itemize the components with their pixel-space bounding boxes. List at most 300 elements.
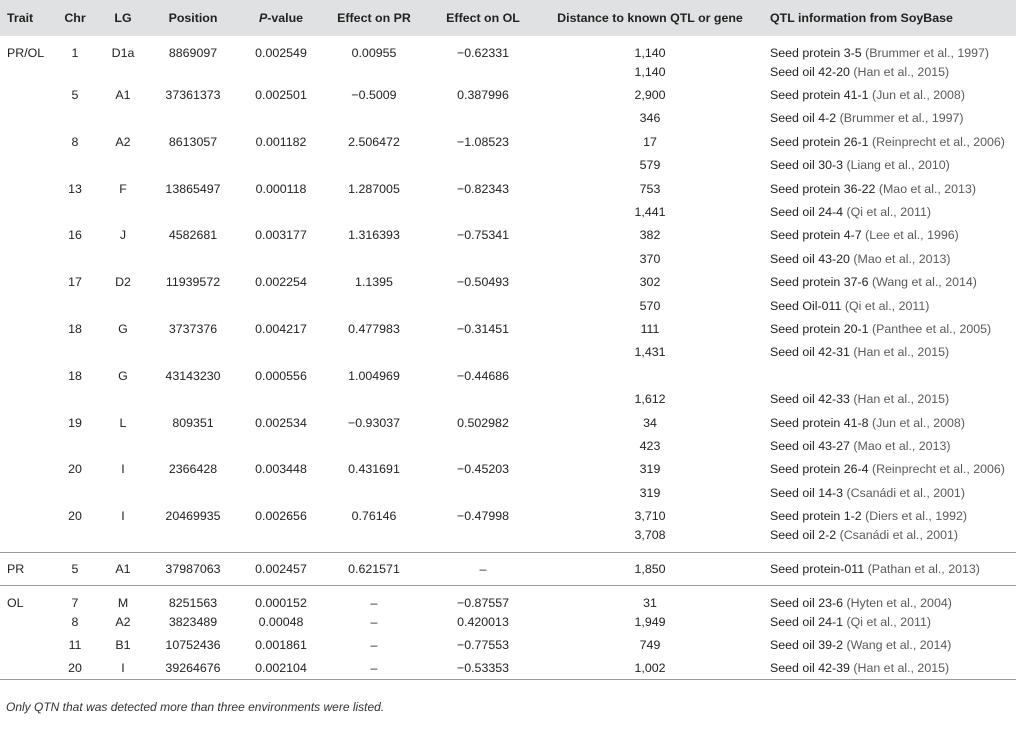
cell-distance: 370 [639, 251, 661, 266]
cell-distance: 1,441 [634, 205, 666, 220]
cell-pvalue: 0.000152 [238, 585, 324, 610]
cell-position: 8869097 [168, 46, 218, 60]
table-row [0, 341, 1016, 364]
qtl-citation-link[interactable]: (Hyten et al., 2004) [846, 595, 952, 610]
cell-trait [0, 271, 52, 294]
qtl-name: Seed Oil-011 [770, 298, 842, 313]
cell-qtl-info [758, 36, 1016, 60]
cell-chr [52, 107, 98, 130]
cell-distance: 1,612 [634, 392, 666, 407]
cell-effect-pr [324, 387, 424, 410]
cell-pvalue: 0.000118 [255, 181, 307, 196]
cell-chr [52, 528, 98, 553]
cell-qtl-info [758, 317, 1016, 340]
cell-distance: 423 [639, 438, 661, 453]
cell-qtl-info [758, 107, 1016, 130]
cell-qtl-info [758, 411, 1016, 434]
table-row [0, 552, 1016, 585]
cell-chr: 20 [68, 509, 82, 524]
cell-pvalue: 0.00048 [258, 614, 304, 629]
cell-distance: 1,850 [542, 552, 758, 585]
cell-lg [98, 154, 148, 177]
cell-chr [52, 434, 98, 457]
header-pvalue [238, 0, 324, 36]
cell-position: 20469935 [165, 509, 221, 524]
table-row [0, 200, 1016, 223]
qtl-name: Seed oil 24-4 [770, 205, 844, 220]
qtl-name: Seed protein 41-1 [770, 88, 869, 103]
cell-lg: G [118, 368, 128, 383]
cell-qtl-info [758, 657, 1016, 680]
qtl-citation-link[interactable]: (Reinprecht et al., 2006) [871, 462, 1005, 477]
cell-distance: 319 [639, 485, 661, 500]
qtl-citation-link[interactable]: (Reinprecht et al., 2006) [871, 134, 1005, 149]
qtl-name: Seed protein 41-8 [770, 415, 869, 430]
cell-chr: 11 [68, 637, 82, 652]
cell-lg: A2 [115, 134, 131, 149]
cell-effect-ol: −0.77553 [456, 637, 510, 652]
table-row [0, 585, 1016, 610]
header-effect-pr: Effect on PR [337, 11, 411, 25]
qtl-citation-link[interactable]: (Csanádi et al., 2001) [846, 485, 965, 500]
cell-distance: 111 [640, 321, 660, 336]
qtl-citation-link[interactable]: (Qi et al., 2011) [844, 298, 930, 313]
cell-qtl-info [758, 341, 1016, 364]
qtl-name: Seed oil 2-2 [770, 527, 837, 542]
cell-chr [52, 200, 98, 223]
cell-effect-ol [424, 200, 542, 223]
qtl-citation-link[interactable]: (Qi et al., 2011) [846, 205, 931, 220]
cell-trait [0, 130, 52, 153]
cell-chr: 18 [68, 321, 82, 336]
header-position: Position [168, 11, 218, 25]
cell-pvalue: 0.002534 [255, 415, 307, 430]
cell-chr [52, 294, 98, 317]
cell-chr [52, 60, 98, 83]
table-row [0, 481, 1016, 504]
table-row [0, 36, 1016, 60]
cell-chr: 13 [68, 181, 82, 196]
cell-effect-ol [424, 528, 542, 553]
cell-effect-ol: – [424, 552, 542, 585]
cell-trait: PR/OL [7, 46, 45, 60]
qtl-citation-link[interactable]: (Liang et al., 2010) [846, 158, 950, 173]
qtl-name: Seed protein 1-2 [770, 509, 862, 524]
qtl-name: Seed oil 39-2 [770, 637, 844, 652]
cell-position [148, 481, 238, 504]
qtl-citation-link[interactable]: (Diers et al., 1992) [865, 509, 967, 524]
cell-effect-ol: −1.08523 [456, 134, 510, 149]
table-row [0, 107, 1016, 130]
cell-pvalue: 0.001182 [255, 134, 307, 149]
qtl-name: Seed protein 37-6 [770, 275, 869, 290]
cell-pvalue [238, 528, 324, 553]
header-chr: Chr [64, 11, 86, 25]
table-row [0, 83, 1016, 106]
header-pvalue-rest: -value [267, 11, 304, 25]
qtl-name: Seed oil 4-2 [770, 111, 837, 126]
qtl-citation-link[interactable]: (Jun et al., 2008) [871, 88, 965, 103]
cell-effect-pr: 0.00955 [351, 46, 397, 60]
header-trait: Trait [7, 11, 34, 25]
cell-chr: 5 [71, 88, 79, 103]
table-row [0, 458, 1016, 481]
cell-effect-pr [324, 154, 424, 177]
cell-trait [0, 610, 52, 633]
cell-trait [0, 657, 52, 680]
cell-trait: PR [0, 552, 52, 585]
table-header [0, 0, 1016, 36]
cell-effect-ol [424, 60, 542, 83]
cell-trait [0, 60, 52, 83]
cell-effect-ol: −0.82343 [456, 181, 510, 196]
qtl-citation-link[interactable]: (Han et al., 2015) [853, 64, 950, 79]
cell-effect-pr [324, 341, 424, 364]
cell-lg: I [121, 462, 125, 477]
cell-effect-pr: – [324, 657, 424, 680]
cell-distance: 34 [643, 415, 657, 430]
table-row [0, 633, 1016, 656]
table-row [0, 224, 1016, 247]
cell-effect-pr: 1.287005 [348, 181, 400, 196]
cell-distance: 570 [639, 298, 661, 313]
cell-effect-pr: −0.5009 [351, 88, 397, 103]
qtl-name: Seed oil 23-6 [770, 595, 844, 610]
cell-effect-ol: 0.502982 [457, 415, 509, 430]
qtl-name: Seed protein 26-1 [770, 134, 869, 149]
cell-position [148, 528, 238, 553]
cell-trait [0, 504, 52, 527]
qtl-name: Seed oil 43-27 [770, 438, 850, 453]
qtl-citation-link[interactable]: (Brummer et al., 1997) [865, 46, 990, 60]
cell-qtl-info [758, 387, 1016, 410]
qtl-name: Seed protein 4-7 [770, 228, 862, 243]
cell-lg [98, 387, 148, 410]
cell-distance: 31 [542, 585, 758, 610]
cell-distance: 382 [639, 228, 661, 243]
cell-position: 13865497 [165, 181, 221, 196]
cell-position: 3737376 [168, 321, 218, 336]
qtl-citation-link[interactable]: (Lee et al., 1996) [865, 228, 959, 243]
cell-pvalue: 0.000556 [255, 368, 307, 383]
cell-distance: 2,900 [634, 88, 666, 103]
cell-distance: 319 [639, 462, 661, 477]
cell-effect-pr [324, 481, 424, 504]
cell-position [148, 387, 238, 410]
cell-lg: G [118, 321, 128, 336]
cell-qtl-info [758, 130, 1016, 153]
cell-pvalue: 0.002254 [255, 275, 307, 290]
cell-qtl-info [758, 154, 1016, 177]
qtl-name: Seed oil 30-3 [770, 158, 844, 173]
cell-effect-pr [324, 294, 424, 317]
cell-pvalue [238, 154, 324, 177]
cell-pvalue: 0.004217 [255, 321, 307, 336]
cell-pvalue: 0.002457 [238, 552, 324, 585]
cell-qtl-info [758, 294, 1016, 317]
cell-lg: L [119, 415, 127, 430]
cell-position: 4582681 [168, 228, 218, 243]
cell-effect-ol: 0.420013 [457, 614, 509, 629]
cell-distance: 1,431 [634, 345, 666, 360]
cell-effect-pr: – [370, 614, 378, 629]
cell-pvalue: 0.003448 [255, 462, 307, 477]
cell-trait [0, 247, 52, 270]
cell-position: 37361373 [165, 88, 221, 103]
cell-lg: A2 [115, 614, 131, 629]
cell-effect-pr: – [324, 585, 424, 610]
cell-effect-pr: 2.506472 [348, 134, 400, 149]
cell-position [148, 200, 238, 223]
cell-position [148, 247, 238, 270]
cell-qtl-info [758, 528, 1016, 553]
cell-distance: 749 [639, 637, 661, 652]
cell-lg: F [119, 181, 127, 196]
header-qtl-info: QTL information from SoyBase [770, 11, 953, 25]
cell-qtl-info [758, 60, 1016, 83]
cell-position: 39264676 [148, 657, 238, 680]
qtl-citation-link[interactable]: (Wang et al., 2014) [846, 637, 952, 652]
cell-chr: 8 [71, 614, 79, 629]
cell-lg: B1 [115, 637, 131, 652]
cell-distance: 1,002 [542, 657, 758, 680]
cell-position: 43143230 [165, 368, 221, 383]
cell-effect-pr: 1.004969 [348, 368, 400, 383]
cell-qtl-info [758, 83, 1016, 106]
qtl-citation-link[interactable]: (Han et al., 2015) [853, 345, 950, 360]
cell-lg [98, 60, 148, 83]
cell-chr: 8 [71, 134, 79, 149]
cell-pvalue [238, 60, 324, 83]
qtl-citation-link[interactable]: (Panthee et al., 2005) [871, 321, 992, 336]
cell-trait [0, 341, 52, 364]
cell-lg: A1 [98, 552, 148, 585]
cell-position [148, 154, 238, 177]
cell-effect-ol [424, 294, 542, 317]
qtl-citation-link[interactable]: (Mao et al., 2013) [853, 438, 951, 453]
cell-trait [0, 481, 52, 504]
cell-chr: 19 [68, 415, 82, 430]
cell-distance: 753 [639, 181, 661, 196]
qtl-name: Seed oil 42-31 [770, 345, 850, 360]
cell-pvalue: 0.002656 [255, 509, 307, 524]
cell-chr [52, 341, 98, 364]
cell-distance: 1,949 [634, 614, 666, 629]
cell-trait [0, 434, 52, 457]
cell-trait [0, 364, 52, 387]
cell-position: 8613057 [168, 134, 218, 149]
qtl-citation-link[interactable]: (Han et al., 2015) [853, 661, 950, 676]
cell-effect-ol [424, 341, 542, 364]
cell-distance: 1,140 [634, 64, 666, 79]
qtl-name: Seed protein 3-5 [770, 46, 862, 60]
cell-chr: 7 [52, 585, 98, 610]
cell-pvalue: 0.002549 [255, 46, 307, 60]
cell-pvalue [238, 341, 324, 364]
cell-distance: 17 [643, 134, 657, 149]
cell-effect-ol [424, 434, 542, 457]
cell-effect-pr: 0.621571 [324, 552, 424, 585]
table-row [0, 434, 1016, 457]
qtl-name: Seed oil 43-20 [770, 251, 850, 266]
header-distance: Distance to known QTL or gene [557, 11, 743, 25]
cell-trait [0, 294, 52, 317]
qtl-name: Seed oil 24-1 [770, 614, 844, 629]
qtl-name: Seed oil 42-39 [770, 661, 850, 676]
cell-pvalue: 0.003177 [255, 228, 307, 243]
table-row [0, 528, 1016, 553]
table-row [0, 130, 1016, 153]
cell-qtl-info [758, 552, 1016, 585]
header-lg: LG [114, 11, 132, 25]
cell-effect-pr: – [370, 637, 378, 652]
cell-position: 8251563 [148, 585, 238, 610]
cell-trait [0, 83, 52, 106]
cell-effect-ol [424, 247, 542, 270]
cell-chr [52, 154, 98, 177]
cell-position: 809351 [172, 415, 214, 430]
cell-effect-pr: 1.316393 [348, 228, 400, 243]
cell-effect-ol: 0.387996 [457, 88, 509, 103]
qtl-citation-link[interactable]: (Mao et al., 2013) [878, 181, 976, 196]
cell-pvalue [238, 200, 324, 223]
cell-qtl-info [758, 271, 1016, 294]
table-row [0, 247, 1016, 270]
cell-distance: 579 [639, 158, 661, 173]
cell-trait [0, 528, 52, 553]
cell-lg [98, 294, 148, 317]
cell-effect-ol [424, 107, 542, 130]
qtl-name: Seed protein 20-1 [770, 321, 869, 336]
cell-position: 11939572 [165, 275, 221, 290]
cell-lg [98, 247, 148, 270]
cell-lg: D1a [111, 46, 135, 60]
cell-pvalue [238, 294, 324, 317]
qtl-citation-link[interactable]: (Csanádi et al., 2001) [839, 527, 959, 542]
cell-effect-ol [424, 481, 542, 504]
cell-chr [52, 247, 98, 270]
cell-position: 10752436 [165, 637, 221, 652]
cell-pvalue [238, 481, 324, 504]
qtl-citation-link[interactable]: (Mao et al., 2013) [853, 251, 951, 266]
qtl-citation-link[interactable]: (Wang et al., 2014) [871, 275, 977, 290]
cell-position: 37987063 [148, 552, 238, 585]
cell-lg [98, 200, 148, 223]
cell-pvalue: 0.001861 [255, 637, 307, 652]
cell-lg [98, 434, 148, 457]
cell-effect-pr: 0.431691 [348, 462, 400, 477]
cell-position [148, 434, 238, 457]
header-pvalue-p: P [258, 11, 268, 25]
qtl-citation-link[interactable]: (Jun et al., 2008) [871, 415, 965, 430]
cell-lg [98, 107, 148, 130]
cell-trait [0, 458, 52, 481]
cell-trait [0, 154, 52, 177]
cell-effect-ol: −0.31451 [456, 321, 510, 336]
cell-distance: 3,708 [634, 527, 666, 542]
table-row [0, 411, 1016, 434]
cell-position: 3823489 [168, 614, 218, 629]
cell-position [148, 341, 238, 364]
cell-chr: 20 [52, 657, 98, 680]
cell-lg [98, 481, 148, 504]
cell-pvalue [238, 387, 324, 410]
cell-chr [52, 481, 98, 504]
cell-effect-pr: 0.477983 [348, 321, 400, 336]
cell-effect-ol: −0.47998 [456, 509, 510, 524]
cell-lg: A1 [115, 88, 131, 103]
cell-effect-pr: 1.1395 [355, 275, 393, 290]
cell-qtl-info [758, 585, 1016, 610]
cell-lg: I [98, 657, 148, 680]
qtl-name: Seed protein 36-22 [770, 181, 876, 196]
cell-chr [52, 387, 98, 410]
cell-pvalue [238, 107, 324, 130]
cell-position [148, 294, 238, 317]
cell-effect-ol: −0.44686 [456, 368, 510, 383]
cell-chr: 17 [68, 275, 82, 290]
cell-distance: 302 [639, 275, 661, 290]
qtl-citation-link[interactable]: (Pathan et al., 2013) [867, 561, 980, 576]
cell-pvalue: 0.002501 [255, 88, 307, 103]
cell-qtl-info [758, 434, 1016, 457]
table-row [0, 294, 1016, 317]
cell-lg: M [98, 585, 148, 610]
cell-qtl-info [758, 504, 1016, 527]
cell-effect-pr [324, 107, 424, 130]
cell-effect-ol: −0.45203 [456, 462, 510, 477]
cell-lg [98, 341, 148, 364]
table-row [0, 657, 1016, 680]
cell-distance [542, 364, 758, 387]
cell-effect-ol [424, 387, 542, 410]
cell-qtl-info [758, 481, 1016, 504]
cell-effect-ol: −0.53353 [424, 657, 542, 680]
cell-trait [0, 633, 52, 656]
cell-qtl-info [758, 610, 1016, 633]
cell-chr: 5 [52, 552, 98, 585]
qtl-name: Seed protein-011 [770, 561, 865, 576]
cell-effect-pr [324, 434, 424, 457]
table-row [0, 60, 1016, 83]
cell-qtl-info [758, 224, 1016, 247]
cell-qtl-info [758, 200, 1016, 223]
cell-qtl-info [758, 177, 1016, 200]
table-footnote: Only QTN that was detected more than three environments were listed. [6, 700, 385, 714]
qtl-name: Seed oil 42-33 [770, 392, 850, 407]
cell-qtl-info [758, 458, 1016, 481]
table-row [0, 387, 1016, 410]
cell-trait [0, 411, 52, 434]
cell-trait [0, 177, 52, 200]
table-body [0, 36, 1016, 680]
cell-chr: 20 [68, 462, 82, 477]
cell-chr: 16 [68, 228, 82, 243]
table-row [0, 504, 1016, 527]
header-effect-ol: Effect on OL [446, 11, 520, 25]
cell-effect-pr: −0.93037 [347, 415, 401, 430]
qtl-citation-link[interactable]: (Brummer et al., 1997) [839, 111, 964, 126]
cell-effect-pr [324, 60, 424, 83]
qtl-name: Seed protein 26-4 [770, 462, 869, 477]
cell-trait [0, 387, 52, 410]
cell-position [148, 107, 238, 130]
cell-lg: J [119, 228, 127, 243]
cell-effect-pr [324, 200, 424, 223]
qtl-citation-link[interactable]: (Qi et al., 2011) [846, 614, 931, 629]
cell-position [148, 60, 238, 83]
qtl-citation-link[interactable]: (Han et al., 2015) [853, 392, 950, 407]
